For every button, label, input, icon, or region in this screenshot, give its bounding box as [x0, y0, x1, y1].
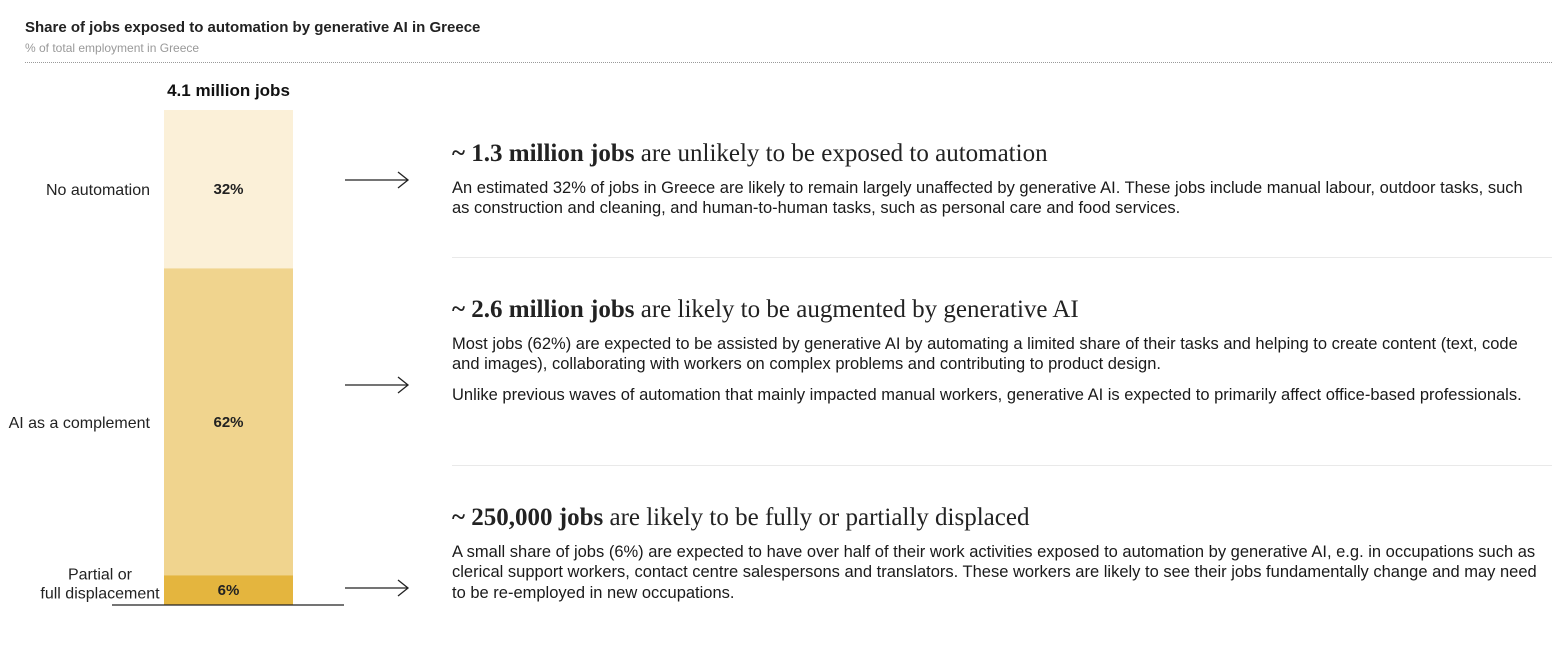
segment-value-label: 62%	[213, 413, 244, 431]
chart-subtitle: % of total employment in Greece	[25, 41, 200, 55]
section-divider	[452, 257, 1552, 258]
section-paragraph: Unlike previous waves of automation that mainly impacted manual workers, generative AI is expected to primarily affect office-based professionals.	[452, 385, 1522, 404]
section-headline	[452, 296, 1542, 324]
headline-bold: ~ 250,000 jobs	[452, 504, 604, 531]
section-no-automation	[452, 140, 1542, 229]
category-label: AI as a complement	[8, 414, 150, 432]
headline-bold: ~ 1.3 million jobs	[452, 140, 635, 167]
section-displacement	[452, 504, 1542, 613]
section-headline	[452, 504, 1542, 532]
segment-value-label: 32%	[213, 181, 244, 199]
headline-rest: are likely to be fully or partially displaced	[603, 504, 1030, 531]
section-headline	[452, 140, 1542, 168]
section-ai-complement	[452, 296, 1542, 415]
headline-bold: ~ 2.6 million jobs	[452, 296, 635, 323]
section-paragraph: An estimated 32% of jobs in Greece are likely to remain largely unaffected by generative AI. These jobs include manual labour, outdoor tasks, such as construction and cleaning, and human-to-human tasks, such as personal care and food services.	[452, 178, 1523, 217]
stacked-bar-chart	[0, 0, 440, 651]
segment-value-label: 6%	[217, 582, 240, 600]
category-label: Partial or full displacement	[40, 566, 160, 603]
category-label: No automation	[45, 182, 150, 200]
section-paragraph: A small share of jobs (6%) are expected to have over half of their work activities exposed to automation by generative AI, e.g. in occupations such as clerical support workers, contact centre salespersons and translators. These workers are likely to see their jobs fundamentally change and may need to be re-employed in new occupations.	[452, 542, 1537, 602]
headline-rest: are unlikely to be exposed to automation	[634, 140, 1048, 167]
section-divider	[452, 465, 1552, 466]
chart-title: Share of jobs exposed to automation by generative AI in Greece	[25, 19, 481, 36]
total-jobs-label: 4.1 million jobs	[167, 81, 290, 100]
section-paragraph: Most jobs (62%) are expected to be assisted by generative AI by automating a limited share of their tasks and helping to create content (text, code and images), collaborating with workers on complex problems and contributing to product design.	[452, 334, 1518, 373]
headline-rest: are likely to be augmented by generative AI	[634, 296, 1079, 323]
